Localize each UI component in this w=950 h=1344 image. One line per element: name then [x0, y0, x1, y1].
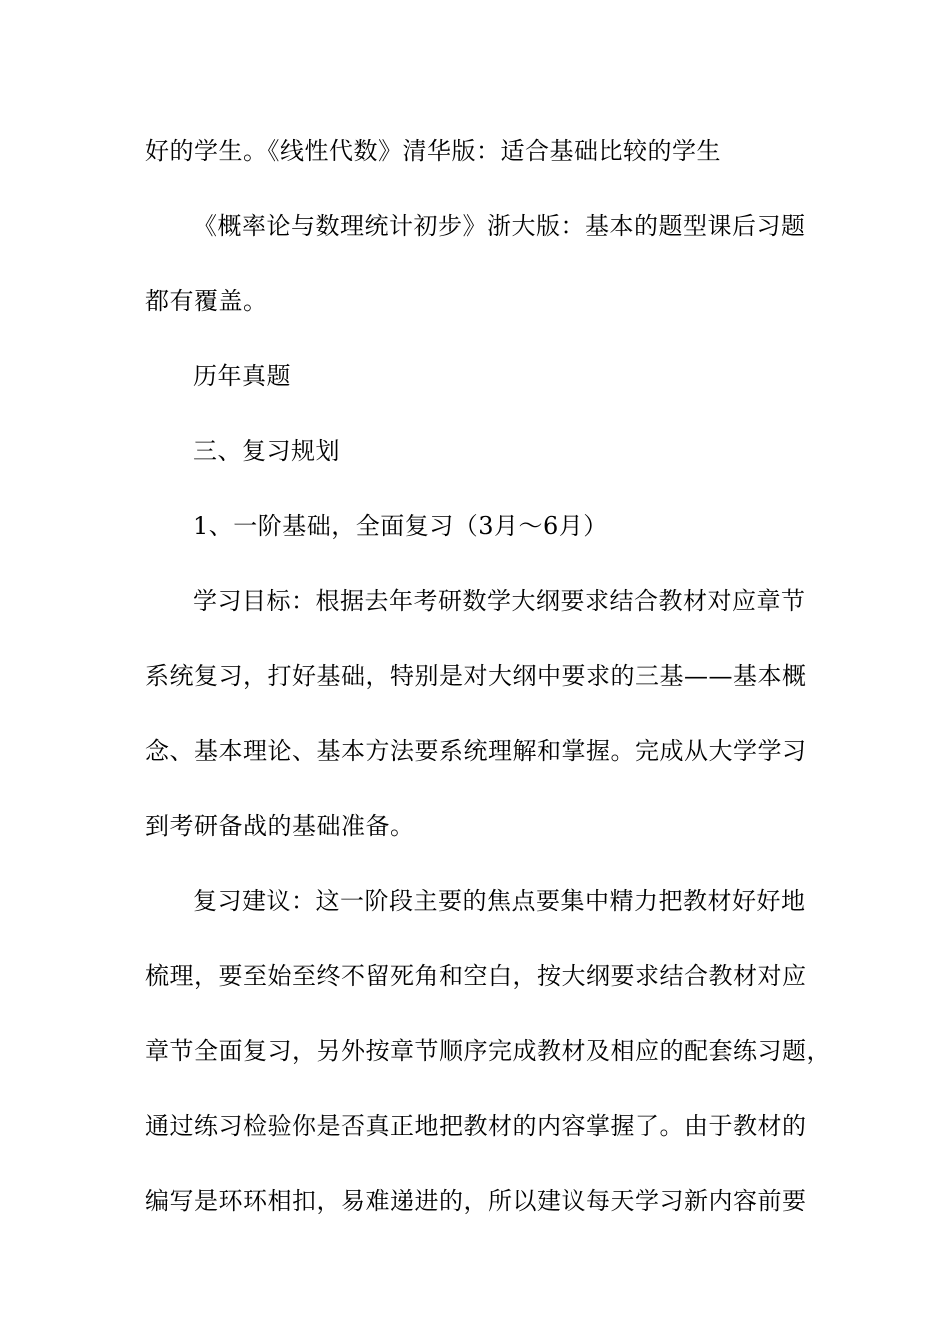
section-heading: 三、复习规划: [193, 437, 340, 465]
section-heading: 历年真题: [193, 362, 291, 390]
text-line: 念、基本理论、基本方法要系统理解和掌握。完成从大学学习: [145, 737, 807, 765]
subsection-heading: 1、一阶基础，全面复习（3月～6月）: [193, 512, 608, 540]
text-line: 学习目标：根据去年考研数学大纲要求结合教材对应章节: [193, 587, 806, 615]
text-line: 《概率论与数理统计初步》浙大版：基本的题型课后习题: [193, 212, 806, 240]
text-line: 章节全面复习，另外按章节顺序完成教材及相应的配套练习题，: [145, 1037, 831, 1065]
text-line: 系统复习，打好基础，特别是对大纲中要求的三基——基本概: [145, 662, 807, 690]
text-line: 都有覆盖。: [145, 287, 268, 315]
text-line: 编写是环环相扣，易难递进的，所以建议每天学习新内容前要: [145, 1187, 807, 1215]
text-line: 到考研备战的基础准备。: [145, 812, 415, 840]
text-line: 梳理，要至始至终不留死角和空白，按大纲要求结合教材对应: [145, 962, 807, 990]
text-line: 复习建议：这一阶段主要的焦点要集中精力把教材好好地: [193, 887, 806, 915]
text-line: 通过练习检验你是否真正地把教材的内容掌握了。由于教材的: [145, 1112, 807, 1140]
text-line: 好的学生。《线性代数》清华版：适合基础比较的学生: [145, 137, 721, 165]
